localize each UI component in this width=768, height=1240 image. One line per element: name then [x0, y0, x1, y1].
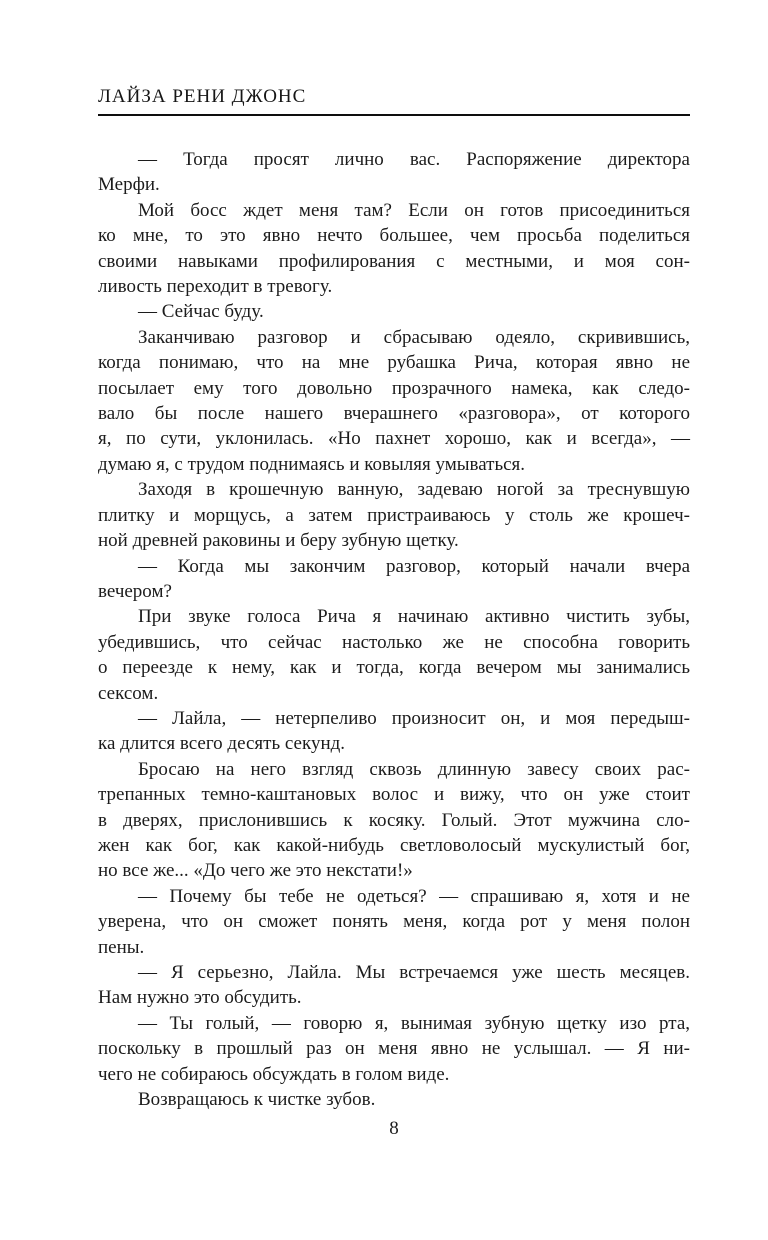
page-number: 8 [389, 1118, 399, 1139]
text-line: поскольку в прошлый раз он меня явно не услышал. — Я ни- [98, 1038, 690, 1060]
text-line: — Сейчас буду. [138, 301, 264, 323]
text-line: Мой босс ждет меня там? Если он готов присоединиться [138, 199, 690, 221]
header-rule-divider [98, 114, 690, 116]
text-line: Заходя в крошечную ванную, задеваю ногой за треснувшую [138, 479, 690, 501]
text-line: пены. [98, 936, 145, 958]
text-line: — Когда мы закончим разговор, который начали вчера [138, 555, 690, 577]
paragraph [98, 147, 690, 198]
text-line: убедившись, что сейчас настолько же не способна говорить [98, 631, 690, 653]
text-line: думаю я, с трудом поднимаясь и ковыляя умываться. [98, 453, 526, 475]
paragraph [98, 554, 690, 605]
paragraph [98, 299, 690, 324]
text-line: При звуке голоса Рича я начинаю активно чистить зубы, [138, 606, 690, 628]
text-line: уверена, что он сможет понять меня, когда рот у меня полон [98, 911, 690, 933]
text-line: плитку и морщусь, а затем пристраиваюсь у столь же крошеч- [98, 504, 690, 526]
text-line: я, по сути, уклонилась. «Но пахнет хорошо, как и всегда», — [98, 428, 690, 450]
text-line: — Тогда просят лично вас. Распоряжение директора [138, 149, 690, 170]
paragraph [98, 757, 690, 884]
text-line: в дверях, прислонившись к косяку. Голый. Этот мужчина сло- [98, 809, 690, 831]
text-line: жен как бог, как какой-нибудь светловолосый мускулистый бог, [98, 834, 690, 856]
text-line: Заканчиваю разговор и сбрасываю одеяло, скривившись, [138, 326, 690, 348]
text-line: — Ты голый, — говорю я, вынимая зубную щетку изо рта, [138, 1012, 690, 1034]
paragraph [98, 198, 690, 300]
body-text [98, 147, 690, 1112]
paragraph [98, 477, 690, 553]
text-line: ко мне, то это явно нечто большее, чем просьба поделиться [98, 225, 690, 247]
text-line: сексом. [98, 682, 159, 704]
text-line: когда понимаю, что на мне рубашка Рича, которая явно не [98, 352, 690, 374]
text-line: Возвращаюсь к чистке зубов. [138, 1089, 376, 1111]
text-line: ной древней раковины и беру зубную щетку. [98, 530, 459, 552]
text-line: — Лайла, — нетерпеливо произносит он, и моя передыш- [138, 707, 690, 729]
text-line: ка длится всего десять секунд. [98, 733, 346, 755]
paragraph [98, 884, 690, 960]
text-line: — Я серьезно, Лайла. Мы встречаемся уже шесть месяцев. [138, 962, 690, 983]
text-line: Мерфи. [98, 174, 160, 196]
paragraph [98, 604, 690, 706]
text-line: ливость переходит в тревогу. [98, 276, 333, 298]
paragraph [98, 1087, 690, 1112]
text-line: своими навыками профилирования с местными, и моя сон- [98, 250, 690, 272]
text-line: вало бы после нашего вчерашнего «разговора», от которого [98, 403, 690, 425]
running-header: ЛАЙЗА РЕНИ ДЖОНС [98, 86, 307, 107]
paragraph [98, 960, 690, 1011]
text-line: посылает ему того довольно прозрачного намека, как следо- [98, 377, 690, 399]
text-line: Бросаю на него взгляд сквозь длинную завесу своих рас- [138, 758, 690, 780]
text-line: вечером? [98, 580, 172, 602]
paragraph [98, 706, 690, 757]
text-line: Нам нужно это обсудить. [98, 987, 302, 1009]
text-line: — Почему бы тебе не одеться? — спрашиваю я, хотя и не [138, 885, 690, 907]
text-line: но все же... «До чего же это некстати!» [98, 860, 413, 882]
paragraph [98, 325, 690, 477]
paragraph [98, 1011, 690, 1087]
text-line: чего не собираюсь обсуждать в голом виде. [98, 1063, 450, 1085]
text-line: о переезде к нему, как и тогда, когда вечером мы занимались [98, 657, 690, 679]
text-line: трепанных темно-каштановых волос и вижу, что он уже стоит [98, 784, 690, 806]
